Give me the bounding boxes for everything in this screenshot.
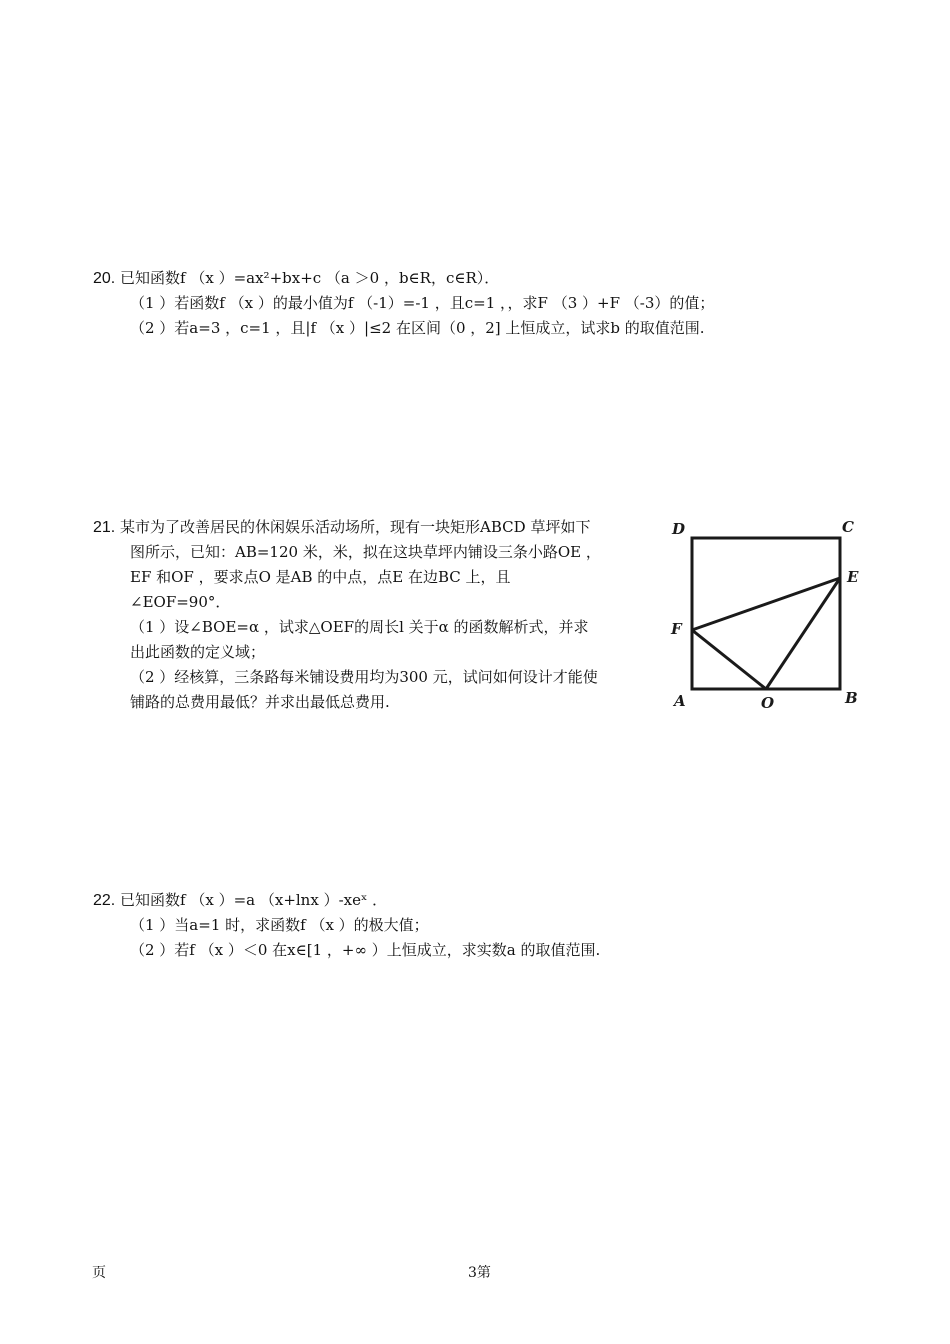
label-c: C bbox=[842, 518, 854, 536]
segment-eo bbox=[766, 578, 840, 689]
q20-stem: 已知函数f （x ）=ax²+bx+c （a ＞0 ，b∈R，c∈R）． bbox=[120, 269, 500, 287]
footer-page-number: 3第 bbox=[468, 1265, 491, 1281]
label-a: A bbox=[674, 692, 686, 710]
q22-part1: （1 ）当a=1 时，求函数f （x ）的极大值； bbox=[130, 916, 429, 934]
q22-part2: （2 ）若f （x ）＜0 在x∈[1 ，+∞ ）上恒成立，求实数a 的取值范围. bbox=[130, 941, 601, 959]
rectangle-figure bbox=[668, 515, 868, 715]
segment-fo bbox=[692, 630, 766, 689]
q21-line2: 图所示，已知：AB=120 米，米，拟在这块草坪内铺设三条小路OE ， bbox=[130, 543, 601, 561]
q20-stem-line bbox=[93, 268, 499, 289]
q21-line3: EF 和OF ，要求点O 是AB 的中点，点E 在边BC 上，且 bbox=[130, 568, 511, 586]
q21-line7: （2 ）经核算，三条路每米铺设费用均为300 元，试问如何设计才能使 bbox=[130, 668, 598, 686]
q21-line6: 出此函数的定义域； bbox=[130, 643, 266, 661]
q20-part2: （2 ）若a=3 ，c=1 ，且|f （x ）|≤2 在区间（0 ，2] 上恒成立，试求b 的取值范围. bbox=[130, 319, 705, 337]
label-o: O bbox=[761, 694, 775, 712]
label-e: E bbox=[847, 568, 859, 586]
footer-left: 页 bbox=[92, 1265, 106, 1281]
q22-stem: 已知函数f （x ）=a （x+lnx ）-xeˣ ． bbox=[120, 891, 388, 909]
q20-part1: （1 ）若函数f （x ）的最小值为f （-1）=-1 ，且c=1 ，，求F （3 ）+F （-3）的值； bbox=[130, 294, 715, 312]
q22-number: 22. bbox=[93, 892, 116, 909]
label-d: D bbox=[672, 520, 686, 538]
segment-fe bbox=[692, 578, 840, 630]
q22-stem-line bbox=[93, 890, 387, 911]
q21-line1: 某市为了改善居民的休闲娱乐活动场所，现有一块矩形ABCD 草坪如下 bbox=[120, 518, 591, 536]
q21-stem-line bbox=[93, 517, 590, 538]
q21-number: 21. bbox=[93, 519, 116, 536]
q21-line8: 铺路的总费用最低？并求出最低总费用. bbox=[130, 693, 390, 711]
q21-line4: ∠EOF=90°． bbox=[130, 593, 231, 611]
q20-number: 20. bbox=[93, 270, 116, 287]
label-b: B bbox=[845, 689, 858, 707]
q21-line5: （1 ）设∠BOE=α ，试求△OEF的周长l 关于α 的函数解析式，并求 bbox=[130, 618, 589, 636]
label-f: F bbox=[671, 620, 682, 638]
